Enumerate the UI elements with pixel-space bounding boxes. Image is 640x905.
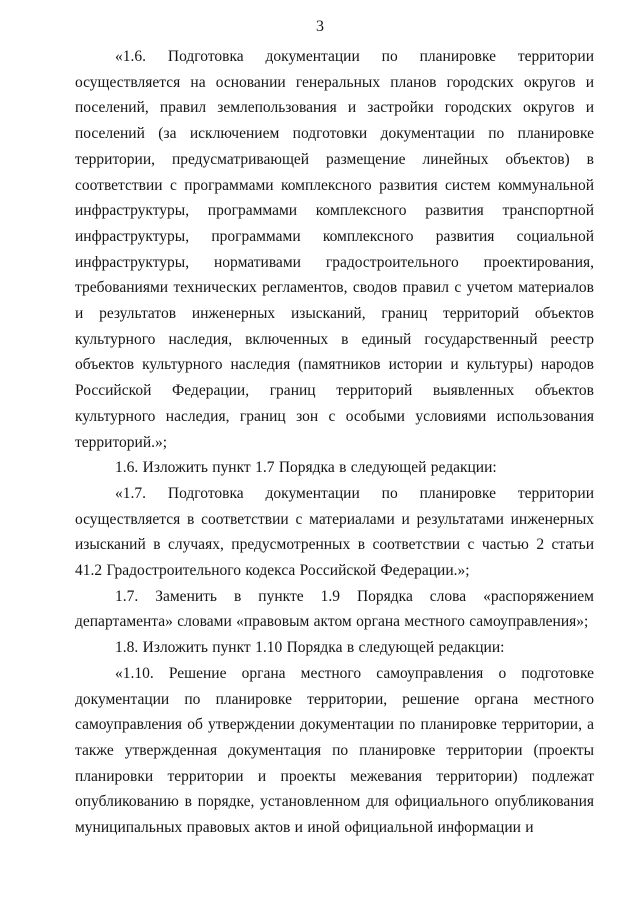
document-body — [75, 44, 594, 841]
paragraph-item-1-7: 1.7. Заменить в пункте 1.9 Порядка слова «распоряжением департамента» словами «правовым актом органа местного самоуправления»; — [75, 587, 594, 631]
paragraph-quote-1-10: «1.10. Решение органа местного самоуправления о подготовке документации по планировке территории, решение органа местного самоуправления об утверждении документации по планировке территории, а также утвержденная документация по планировке территории (проекты планировки территории и проекты межевания территории) подлежат опубликованию в порядке, установленном для официального опубликования муниципальных правовых актов и иной официальной информации и — [75, 664, 594, 837]
page-number: 3 — [316, 18, 324, 35]
paragraph-quote-1-6: «1.6. Подготовка документации по планировке территории осуществляется на основании генеральных планов городских округов и поселений, правил землепользования и застройки городских округов и поселений (за исключением подготовки документации по планировке территории, предусматривающей размещение линейных объектов) в соответствии с программами комплексного развития систем коммунальной инфраструктуры, программами комплексного развития транспортной инфраструктуры, программами комплексного развития социальной инфраструктуры, нормативами градостроительного проектирования, требованиями технических регламентов, сводов правил с учетом материалов и результатов инженерных изысканий, границ территорий объектов культурного наследия, включенных в единый государственный реестр объектов культурного наследия (памятников истории и культуры) народов Российской Федерации, границ территорий выявленных объектов культурного наследия, границ зон с особыми условиями использования территорий.»; — [75, 48, 594, 451]
paragraph-item-1-8: 1.8. Изложить пункт 1.10 Порядка в следующей редакции: — [115, 639, 505, 657]
paragraph-quote-1-7: «1.7. Подготовка документации по планировке территории осуществляется в соответствии с материалами и результатами инженерных изысканий в случаях, предусмотренных в соответствии с частью 2 статьи 41.2 Градостроительного кодекса Российской Федерации.»; — [75, 484, 594, 580]
paragraph-item-1-6: 1.6. Изложить пункт 1.7 Порядка в следующей редакции: — [115, 459, 497, 477]
